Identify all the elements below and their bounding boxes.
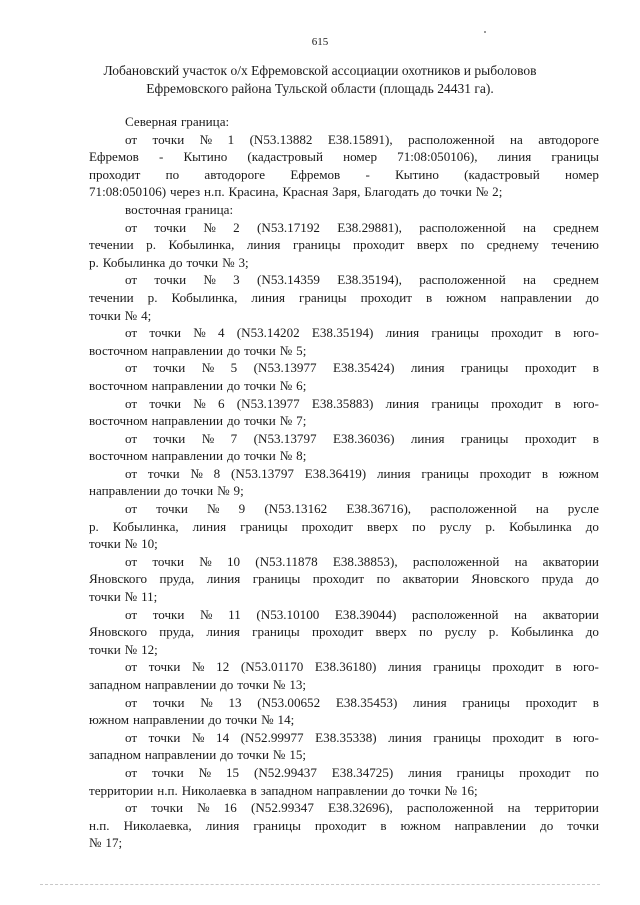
- paragraph: [89, 430, 599, 465]
- text-line: западном направлении до точки № 13;: [89, 677, 307, 692]
- text-line: восточном направлении до точки № 8;: [89, 448, 307, 464]
- text-line: точки № 12;: [89, 641, 158, 657]
- text-line: течении р. Кобылинка, линия границы проходит в южном направлении до: [89, 289, 599, 305]
- title-line: Лобановский участок о/х Ефремовской ассоциации охотников и рыболовов: [103, 63, 537, 78]
- text-line: р. Кобылинка, линия границы проходит вверх по руслу р. Кобылинка до: [89, 518, 599, 534]
- text-line: № 17;: [89, 835, 123, 851]
- paragraph: [89, 359, 599, 394]
- paragraph: [89, 553, 599, 606]
- text-line: восточном направлении до точки № 6;: [89, 377, 307, 393]
- text-line: восточном направлении до точки № 5;: [89, 342, 307, 358]
- text-line: восточном направлении до точки № 7;: [89, 413, 307, 429]
- paragraph: [89, 219, 599, 272]
- text-line: р. Кобылинка до точки № 3;: [89, 254, 249, 270]
- text-line: от точки № 14 (N52.99977 E38.35338) линия границы проходит в юго-: [125, 729, 599, 745]
- text-line: от точки № 2 (N53.17192 E38.29881), расположенной на среднем: [125, 219, 599, 235]
- text-line: от точки № 5 (N53.13977 E38.35424) линия границы проходит в: [125, 360, 599, 376]
- paragraph: [89, 764, 599, 799]
- paragraph: [89, 465, 599, 500]
- text-line: от точки № 1 (N53.13882 E38.15891), расположенной на автодороге: [125, 131, 599, 147]
- paragraph: [89, 131, 599, 201]
- text-line: проходит по автодороге Ефремов - Кытино (кадастровый номер: [89, 166, 599, 182]
- text-line: течении р. Кобылинка, линия границы проходит вверх по среднему течению: [89, 237, 599, 253]
- paragraph: [89, 271, 599, 324]
- paragraph: [89, 729, 599, 764]
- text-line: южном направлении до точки № 14;: [89, 712, 295, 728]
- text-line: точки № 10;: [89, 536, 158, 552]
- text-line: от точки № 12 (N53.01170 E38.36180) линия границы проходит в юго-: [125, 659, 599, 675]
- text-line: от точки № 11 (N53.10100 E38.39044) расположенной на акватории: [125, 606, 599, 622]
- text-line: от точки № 15 (N52.99437 E38.34725) линия границы проходит по: [125, 764, 599, 780]
- text-line: н.п. Николаевка, линия границы проходит в южном направлении до точки: [89, 817, 599, 833]
- text-line: от точки № 16 (N52.99347 E38.32696), расположенной на территории: [125, 800, 599, 816]
- paragraph: [89, 799, 599, 852]
- text-line: Северная граница:: [125, 114, 230, 129]
- text-line: Яновского пруда, линия границы проходит по акватории Яновского пруда до: [89, 571, 599, 587]
- text-line: 71:08:050106) через н.п. Красина, Красная Заря, Благодать до точки № 2;: [89, 184, 503, 200]
- text-line: направлении до точки № 9;: [89, 483, 244, 499]
- text-line: восточная граница:: [125, 201, 234, 217]
- paragraph: [89, 658, 599, 693]
- text-line: от точки № 13 (N53.00652 E38.35453) линия границы проходит в: [125, 694, 599, 710]
- scan-speck: [484, 31, 486, 33]
- page-number: 615: [311, 36, 329, 48]
- text-line: от точки № 4 (N53.14202 E38.35194) линия границы проходит в юго-: [125, 325, 599, 341]
- text-line: Ефремов - Кытино (кадастровый номер 71:08:050106), линия границы: [89, 149, 599, 165]
- text-line: территории н.п. Николаевка в западном направлении до точки № 16;: [89, 782, 478, 798]
- text-line: от точки № 6 (N53.13977 E38.35883) линия границы проходит в юго-: [125, 395, 599, 411]
- paragraph: [89, 694, 599, 729]
- document-title: [88, 62, 552, 98]
- text-line: западном направлении до точки № 15;: [89, 747, 307, 763]
- paragraph: [89, 395, 599, 430]
- paragraph: [89, 606, 599, 659]
- document-body: [89, 113, 599, 852]
- text-line: Яновского пруда, линия границы проходит вверх по руслу р. Кобылинка до: [89, 624, 599, 640]
- paragraph: [89, 113, 599, 131]
- text-line: от точки № 10 (N53.11878 E38.38853), расположенной на акватории: [125, 553, 599, 569]
- text-line: от точки № 9 (N53.13162 E38.36716), расположенной на русле: [125, 501, 599, 517]
- title-line: Ефремовского района Тульской области (площадь 24431 га).: [146, 81, 494, 96]
- text-line: точки № 4;: [89, 307, 152, 323]
- paragraph: [89, 324, 599, 359]
- scan-edge-line: [40, 883, 600, 885]
- text-line: от точки № 8 (N53.13797 E38.36419) линия границы проходит в южном: [125, 465, 599, 481]
- paragraph: [89, 500, 599, 553]
- text-line: точки № 11;: [89, 589, 158, 605]
- paragraph: [89, 201, 599, 219]
- text-line: от точки № 7 (N53.13797 E38.36036) линия границы проходит в: [125, 430, 599, 446]
- text-line: от точки № 3 (N53.14359 E38.35194), расположенной на среднем: [125, 272, 599, 288]
